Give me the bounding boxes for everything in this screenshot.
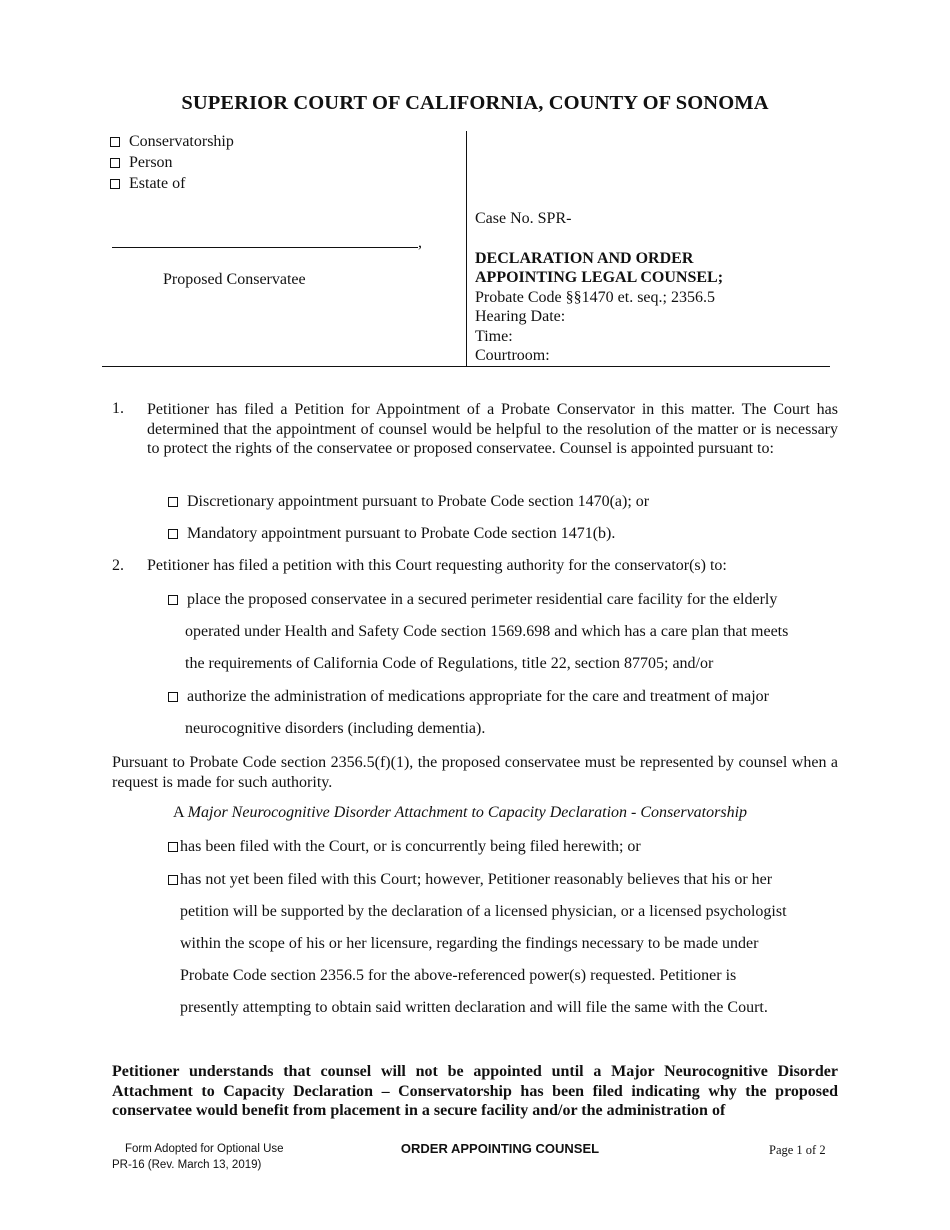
checkbox-icon[interactable]	[168, 692, 178, 702]
option-mandatory[interactable]	[168, 525, 615, 543]
caption-horizontal-divider	[102, 366, 830, 367]
option-label: Mandatory appointment pursuant to Probate Code section 1471(b).	[187, 525, 616, 542]
courtroom-field[interactable]: Courtroom:	[475, 347, 550, 364]
checkbox-icon[interactable]	[168, 497, 178, 507]
option-discretionary[interactable]	[168, 493, 649, 511]
document-title-line1: DECLARATION AND ORDER	[475, 249, 694, 267]
option-secured-facility-line3: the requirements of California Code of Regulations, title 22, section 87705; and/or	[185, 655, 714, 672]
hearing-date-field[interactable]: Hearing Date:	[475, 308, 566, 325]
time-field[interactable]: Time:	[475, 327, 513, 345]
footer-adopted: Form Adopted for Optional Use	[125, 1143, 284, 1155]
case-type-checkboxes	[110, 131, 460, 194]
attachment-title: Major Neurocognitive Disorder Attachment to Capacity Declaration - Conservatorship	[187, 804, 748, 821]
option-label: has not yet been filed with this Court; however, Petitioner reasonably believes that his or her	[180, 871, 773, 888]
name-comma: ,	[418, 234, 422, 251]
option-not-filed-line4: Probate Code section 2356.5 for the above-referenced power(s) requested. Petitioner is	[180, 967, 737, 984]
option-label: authorize the administration of medications appropriate for the care and treatment of major	[187, 688, 769, 705]
attachment-prefix: A	[173, 804, 184, 821]
checkbox-label: Estate of	[129, 175, 186, 192]
section1-text: Petitioner has filed a Petition for Appointment of a Probate Conservator in this matter. The Court has determined that the appointment of counsel would be helpful to the resolution of the matter or is necessary to protect the rights of the conservatee or proposed conservatee. Counsel is appointed pursuant to:	[147, 401, 838, 457]
attachment-heading	[173, 804, 747, 822]
conservatee-name-field[interactable]	[112, 229, 418, 248]
option-label: Discretionary appointment pursuant to Probate Code section 1470(a); or	[187, 493, 650, 510]
option-not-filed-line3: within the scope of his or her licensure, regarding the findings necessary to be made under	[180, 935, 759, 952]
checkbox-estate[interactable]	[110, 173, 460, 194]
checkbox-label: Conservatorship	[129, 133, 234, 150]
proposed-conservatee-label: Proposed Conservatee	[163, 271, 306, 288]
checkbox-icon[interactable]	[168, 842, 178, 852]
footer-page-number: Page 1 of 2	[769, 1143, 826, 1157]
checkbox-icon[interactable]	[110, 137, 120, 147]
pursuant-text: Pursuant to Probate Code section 2356.5(f)(1), the proposed conservatee must be represented by counsel when a request is made for such authority.	[112, 754, 838, 791]
checkbox-person[interactable]	[110, 152, 460, 173]
notice-paragraph: Petitioner understands that counsel will not be appointed until a Major Neurocognitive Disorder Attachment to Capacity Declaration – Conservatorship has been filed indicating why the proposed conservatee would benefit from placement in a secure facility and/or the administration of	[112, 1063, 838, 1119]
option-attachment-not-filed[interactable]	[168, 871, 772, 889]
court-title: SUPERIOR COURT OF CALIFORNIA, COUNTY OF SONOMA	[181, 92, 769, 114]
option-label: has been filed with the Court, or is concurrently being filed herewith; or	[180, 838, 641, 855]
option-not-filed-line2: petition will be supported by the declaration of a licensed physician, or a licensed psychologist	[180, 903, 787, 920]
probate-code-reference: Probate Code §§1470 et. seq.; 2356.5	[475, 288, 715, 306]
option-secured-facility-line2: operated under Health and Safety Code section 1569.698 and which has a care plan that meets	[185, 623, 789, 640]
checkbox-label: Person	[129, 154, 173, 171]
option-label: place the proposed conservatee in a secured perimeter residential care facility for the elderly	[187, 591, 778, 608]
document-title-line2: APPOINTING LEGAL COUNSEL;	[475, 269, 724, 286]
checkbox-icon[interactable]	[168, 595, 178, 605]
option-not-filed-line5: presently attempting to obtain said written declaration and will file the same with the Court.	[180, 999, 768, 1016]
checkbox-conservatorship[interactable]	[110, 131, 460, 152]
caption-right-block	[475, 209, 723, 366]
section1-number: 1.	[112, 400, 124, 417]
section2-number: 2.	[112, 557, 124, 574]
checkbox-icon[interactable]	[110, 179, 120, 189]
checkbox-icon[interactable]	[168, 875, 178, 885]
option-medications[interactable]	[168, 688, 769, 706]
section2-text: Petitioner has filed a petition with this Court requesting authority for the conservator(s) to:	[147, 557, 727, 574]
option-medications-line2: neurocognitive disorders (including dementia).	[185, 720, 486, 737]
checkbox-icon[interactable]	[110, 158, 120, 168]
footer-title: ORDER APPOINTING COUNSEL	[400, 1141, 600, 1156]
checkbox-icon[interactable]	[168, 529, 178, 539]
option-secured-facility[interactable]	[168, 591, 777, 609]
case-number-field[interactable]: Case No. SPR-	[475, 210, 572, 227]
caption-vertical-divider	[466, 131, 467, 367]
footer-form-id: PR-16 (Rev. March 13, 2019)	[112, 1159, 262, 1171]
option-attachment-filed[interactable]	[168, 838, 641, 856]
